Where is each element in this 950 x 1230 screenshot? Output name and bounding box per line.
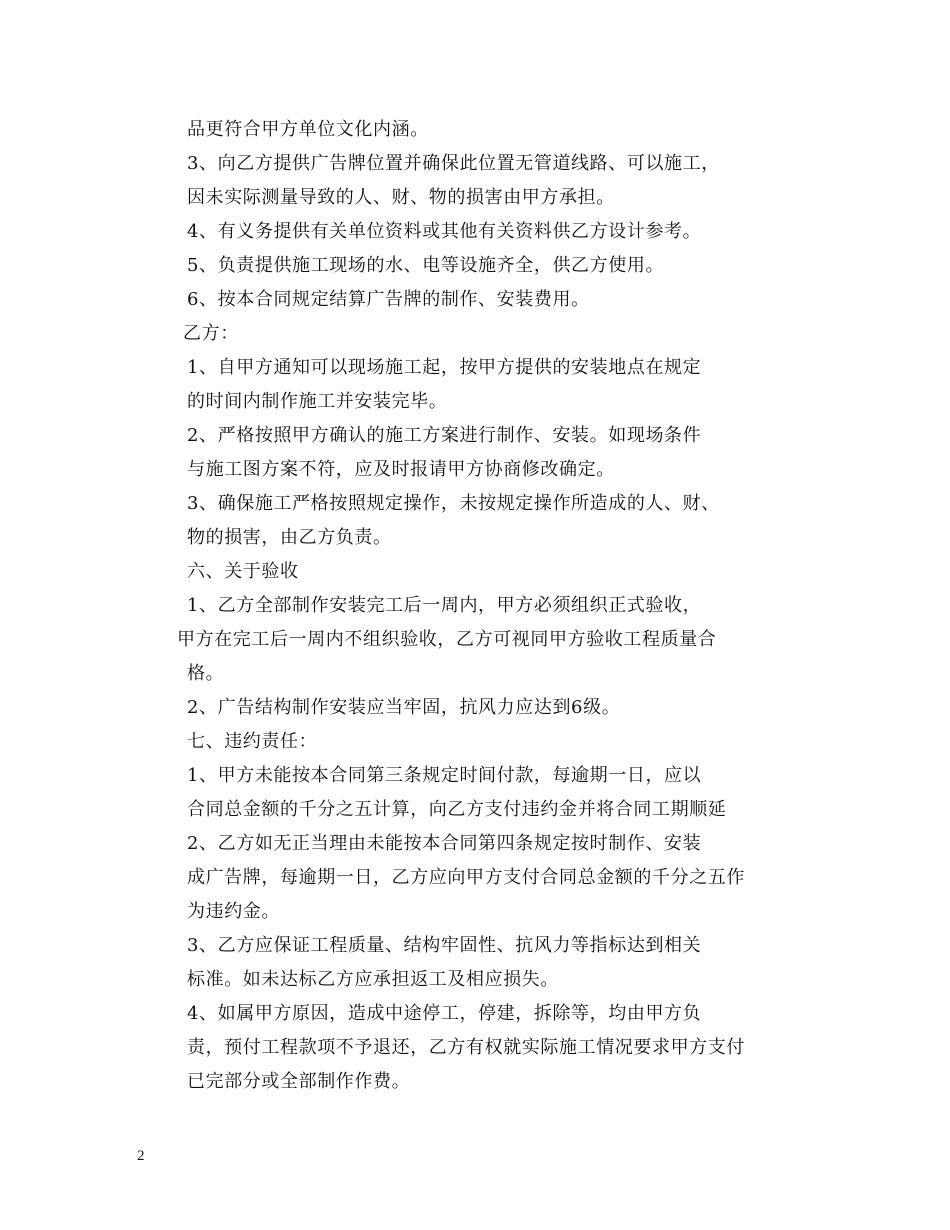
text-line: 已完部分或全部制作作费。 [187,1071,411,1092]
text-line: 责，预付工程款项不予退还，乙方有权就实际施工情况要求甲方支付 [187,1037,745,1058]
text-line: 5、负责提供施工现场的水、电等设施齐全，供乙方使用。 [187,255,665,276]
section-heading: 七、违约责任： [187,731,318,752]
text-line: 成广告牌，每逾期一日，乙方应向甲方支付合同总金额的千分之五作 [187,867,745,888]
text-line: 1、乙方全部制作安装完工后一周内，甲方必须组织正式验收， [187,595,702,616]
text-line: 2、广告结构制作安装应当牢固，抗风力应达到6级。 [187,697,621,718]
text-line: 物的损害，由乙方负责。 [187,527,392,548]
text-line: 3、确保施工严格按照规定操作，未按规定操作所造成的人、财、 [187,493,720,514]
text-line: 的时间内制作施工并安装完毕。 [187,391,448,412]
text-line: 1、甲方未能按本合同第三条规定时间付款，每逾期一日，应以 [187,765,702,786]
text-line: 标准。如未达标乙方应承担返工及相应损失。 [187,969,559,990]
text-line: 6、按本合同规定结算广告牌的制作、安装费用。 [187,289,590,310]
text-line: 1、自甲方通知可以现场施工起，按甲方提供的安装地点在规定 [187,357,702,378]
text-line: 3、乙方应保证工程质量、结构牢固性、抗风力等指标达到相关 [187,935,702,956]
text-line: 为违约金。 [187,901,280,922]
text-line: 格。 [187,663,225,684]
text-line: 与施工图方案不符，应及时报请甲方协商修改确定。 [187,459,615,480]
text-line: 2、严格按照甲方确认的施工方案进行制作、安装。如现场条件 [187,425,702,446]
text-line: 3、向乙方提供广告牌位置并确保此位置无管道线路、可以施工， [187,153,720,174]
section-heading: 乙方： [183,323,239,344]
text-line: 甲方在完工后一周内不组织验收，乙方可视同甲方验收工程质量合 [177,629,717,650]
section-heading: 六、关于验收 [187,561,299,582]
text-line: 4、有义务提供有关单位资料或其他有关资料供乙方设计参考。 [187,221,702,242]
text-line: 2、乙方如无正当理由未能按本合同第四条规定按时制作、安装 [187,833,702,854]
text-line: 品更符合甲方单位文化内涵。 [187,119,429,140]
text-line: 4、如属甲方原因，造成中途停工，停建，拆除等，均由甲方负 [187,1003,702,1024]
page-number: 2 [137,1148,145,1164]
text-line: 合同总金额的千分之五计算，向乙方支付违约金并将合同工期顺延 [187,799,727,820]
text-line: 因未实际测量导致的人、财、物的损害由甲方承担。 [187,187,615,208]
